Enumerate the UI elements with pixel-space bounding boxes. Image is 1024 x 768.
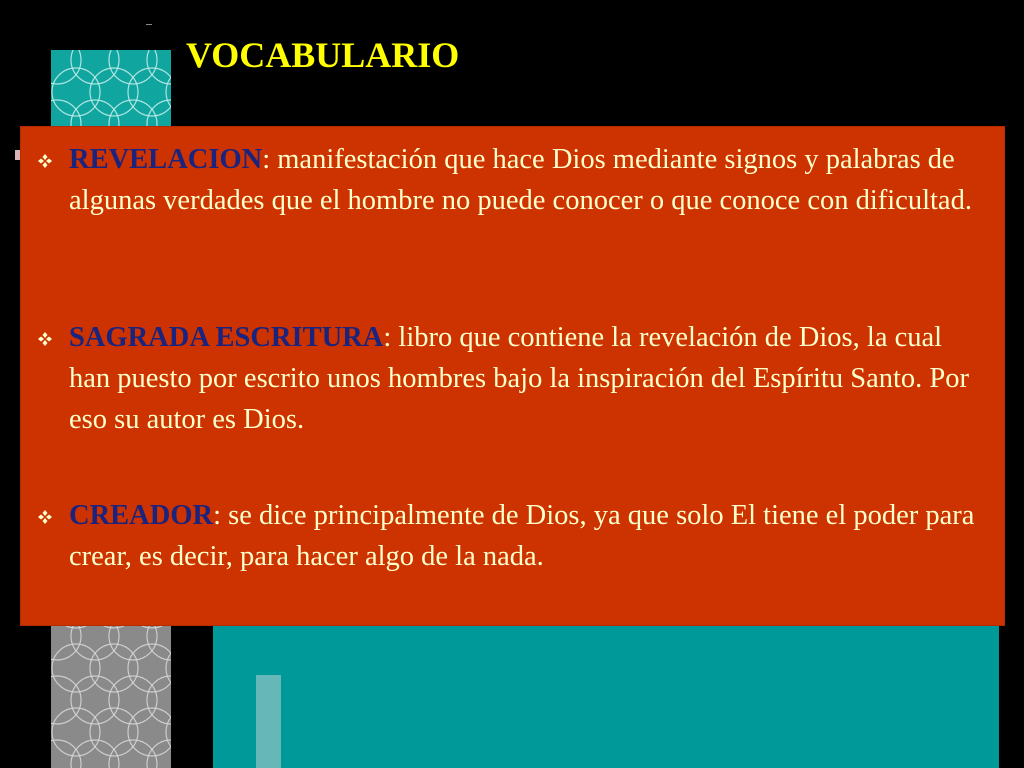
- decorative-mark: [146, 24, 152, 25]
- entry-term: SAGRADA ESCRITURA: [69, 322, 384, 353]
- four-diamond-bullet-icon: [37, 153, 53, 169]
- entry-term: REVELACION: [69, 144, 263, 175]
- slide-title: VOCABULARIO: [186, 35, 460, 75]
- vocabulary-entry-creador: [69, 495, 979, 577]
- four-diamond-bullet-icon: [37, 331, 53, 347]
- teal-background-block: [213, 610, 999, 768]
- vocabulary-box: [20, 126, 1005, 626]
- entry-definition: : se dice principalmente de Dios, ya que solo El tiene el poder para crear, es decir, para hacer algo de la nada.: [69, 500, 975, 572]
- teal-accent-bar: [256, 675, 281, 768]
- entry-term: CREADOR: [69, 500, 214, 531]
- four-diamond-bullet-icon: [37, 509, 53, 525]
- entry-definition: : libro que contiene la revelación de Dios, la cual han puesto por escrito unos hombres bajo la inspiración del Espíritu Santo. Por eso su autor es Dios.: [69, 322, 969, 435]
- vocabulary-entry-revelacion: [69, 139, 979, 221]
- entry-definition: : manifestación que hace Dios mediante signos y palabras de algunas verdades que el hombre no puede conocer o que conoce con dificultad.: [69, 144, 972, 216]
- vocabulary-entry-sagrada-escritura: [69, 317, 979, 440]
